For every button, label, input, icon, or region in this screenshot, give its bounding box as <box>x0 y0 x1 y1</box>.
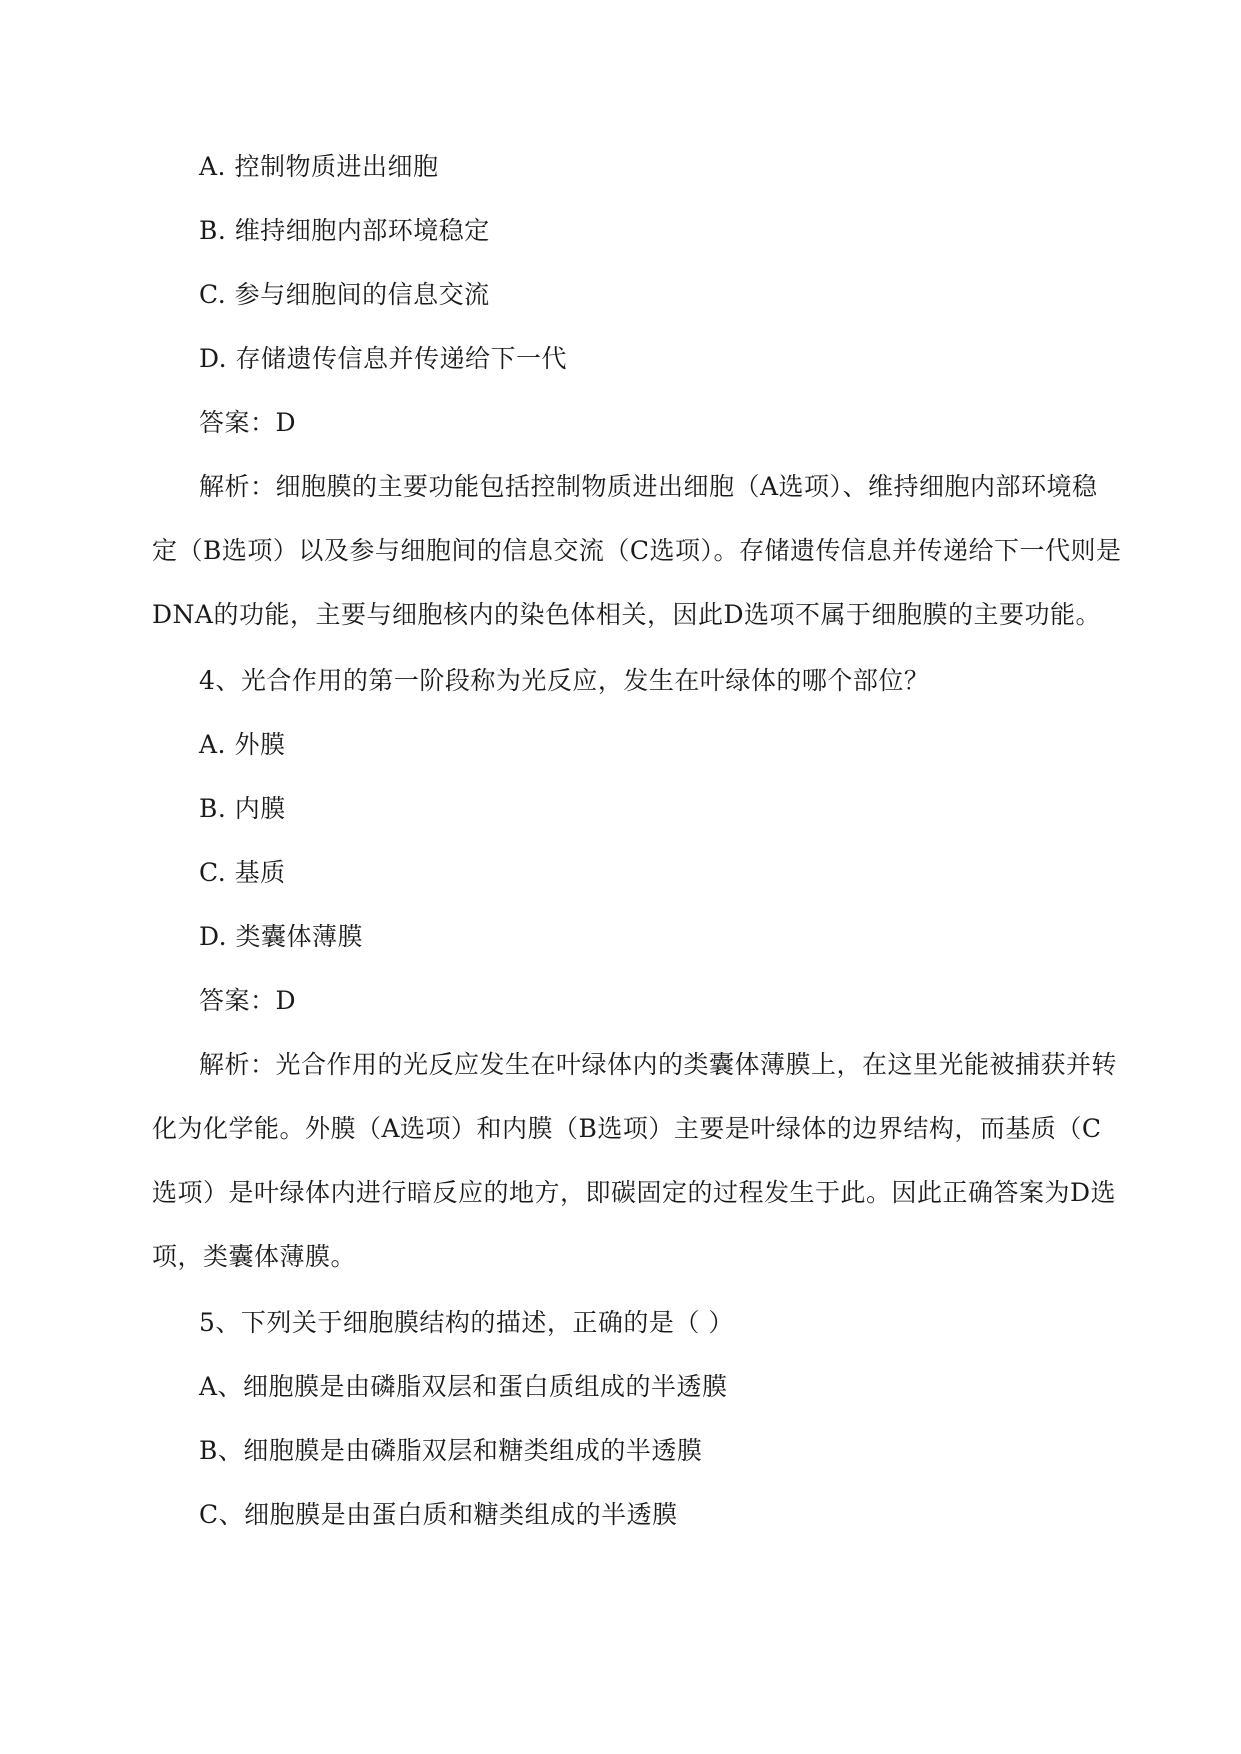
q4-explanation-line: 解析：光合作用的光反应发生在叶绿体内的类囊体薄膜上，在这里光能被捕获并转 <box>199 1050 1118 1079</box>
q3-option-c: C. 参与细胞间的信息交流 <box>199 280 490 309</box>
q4-explanation-line: 化为化学能。外膜（A选项）和内膜（B选项）主要是叶绿体的边界结构，而基质（C <box>152 1114 1102 1143</box>
q3-explanation-line: DNA的功能，主要与细胞核内的染色体相关，因此D选项不属于细胞膜的主要功能。 <box>152 600 1102 629</box>
q5-question: 5、下列关于细胞膜结构的描述，正确的是（ ） <box>199 1308 734 1337</box>
q4-option-c: C. 基质 <box>199 858 286 887</box>
q4-answer: 答案：D <box>199 986 297 1015</box>
q4-explanation-line: 项，类囊体薄膜。 <box>152 1242 357 1271</box>
q5-option-c: C、细胞膜是由蛋白质和糖类组成的半透膜 <box>199 1500 678 1529</box>
q4-question: 4、光合作用的第一阶段称为光反应，发生在叶绿体的哪个部位？ <box>199 666 930 695</box>
q3-option-b: B. 维持细胞内部环境稳定 <box>199 216 490 245</box>
q4-option-b: B. 内膜 <box>199 794 286 823</box>
q3-explanation-line: 解析：细胞膜的主要功能包括控制物质进出细胞（A选项）、维持细胞内部环境稳 <box>199 472 1098 501</box>
q3-option-a: A. 控制物质进出细胞 <box>199 152 439 181</box>
q3-answer: 答案：D <box>199 408 297 437</box>
q5-option-b: B、细胞膜是由磷脂双层和糖类组成的半透膜 <box>199 1436 703 1465</box>
q3-option-d: D. 存储遗传信息并传递给下一代 <box>199 344 568 373</box>
q4-explanation-line: 选项）是叶绿体内进行暗反应的地方，即碳固定的过程发生于此。因此正确答案为D选 <box>152 1178 1117 1207</box>
q5-option-a: A、细胞膜是由磷脂双层和蛋白质组成的半透膜 <box>199 1372 728 1401</box>
q4-option-d: D. 类囊体薄膜 <box>199 922 364 951</box>
q4-option-a: A. 外膜 <box>199 730 286 759</box>
q3-explanation-line: 定（B选项）以及参与细胞间的信息交流（C选项）。存储遗传信息并传递给下一代则是 <box>152 536 1122 565</box>
